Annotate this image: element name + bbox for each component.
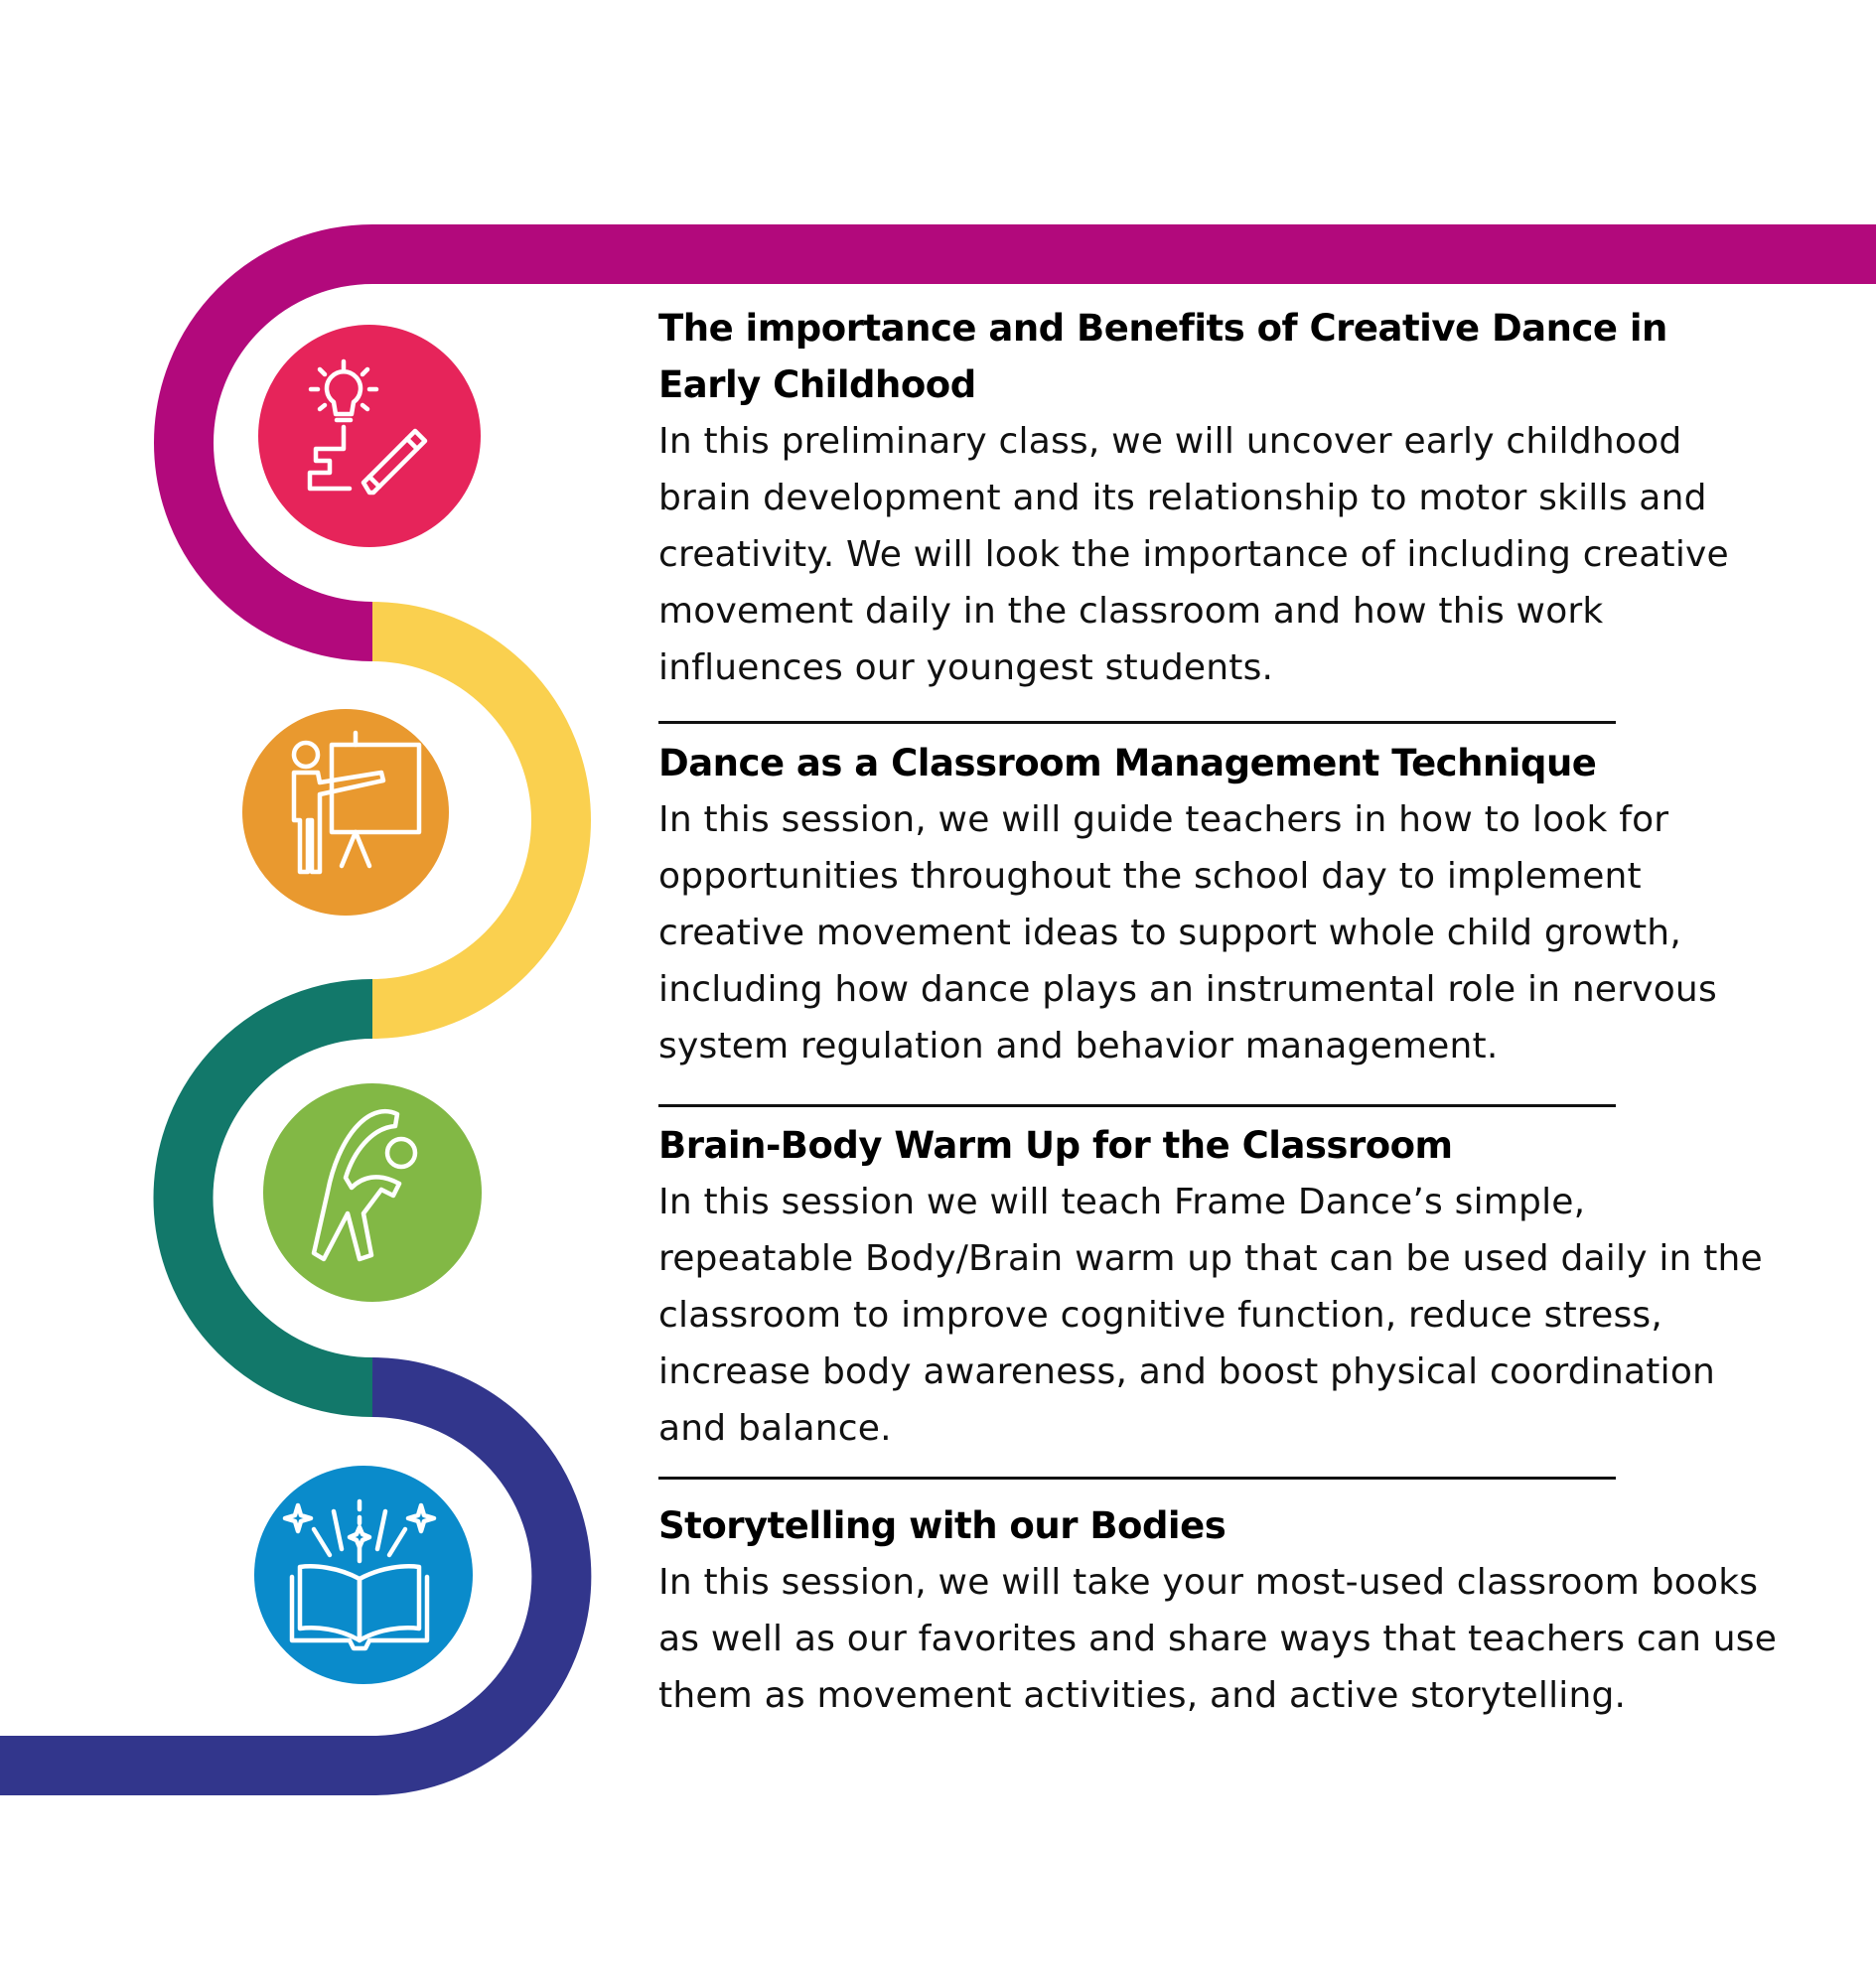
lightbulb-pencil-icon bbox=[258, 325, 481, 547]
section-description: In this session, we will take your most-used classroom books as well as our favorites and share ways that teachers can use them as movement activities, and active storytelling. bbox=[658, 1562, 1778, 1716]
section-storytelling bbox=[658, 1497, 1781, 1724]
section-title: The importance and Benefits of Creative Dance in Early Childhood bbox=[658, 307, 1667, 406]
section-description: In this preliminary class, we will uncover early childhood brain development and its relationship to motor skills and creativity. We will look the importance of including creative movement daily in the classroom and how this work influences our youngest students. bbox=[658, 421, 1729, 688]
section-divider bbox=[658, 1477, 1616, 1480]
section-title: Brain-Body Warm Up for the Classroom bbox=[658, 1124, 1453, 1167]
section-title: Storytelling with our Bodies bbox=[658, 1504, 1227, 1547]
section-classroom-management bbox=[658, 735, 1781, 1074]
section-description: In this session we will teach Frame Dance’s simple, repeatable Body/Brain warm up that can be used daily in the classroom to improve cognitive function, reduce stress, increase body awareness, and boost physical coordination and balance. bbox=[658, 1182, 1763, 1449]
teacher-presentation-icon bbox=[242, 709, 449, 916]
open-book-sparkle-icon bbox=[254, 1466, 473, 1684]
section-title: Dance as a Classroom Management Technique bbox=[658, 742, 1597, 784]
section-divider bbox=[658, 721, 1616, 724]
section-brain-body-warm-up bbox=[658, 1117, 1781, 1457]
section-description: In this session, we will guide teachers in how to look for opportunities throughout the school day to implement creative movement ideas to support whole child growth, including how dance plays an instrumental role in nervous system regulation and behavior management. bbox=[658, 799, 1717, 1066]
section-divider bbox=[658, 1104, 1616, 1107]
stretching-person-icon bbox=[263, 1083, 482, 1302]
section-creative-dance-benefits bbox=[658, 300, 1781, 696]
